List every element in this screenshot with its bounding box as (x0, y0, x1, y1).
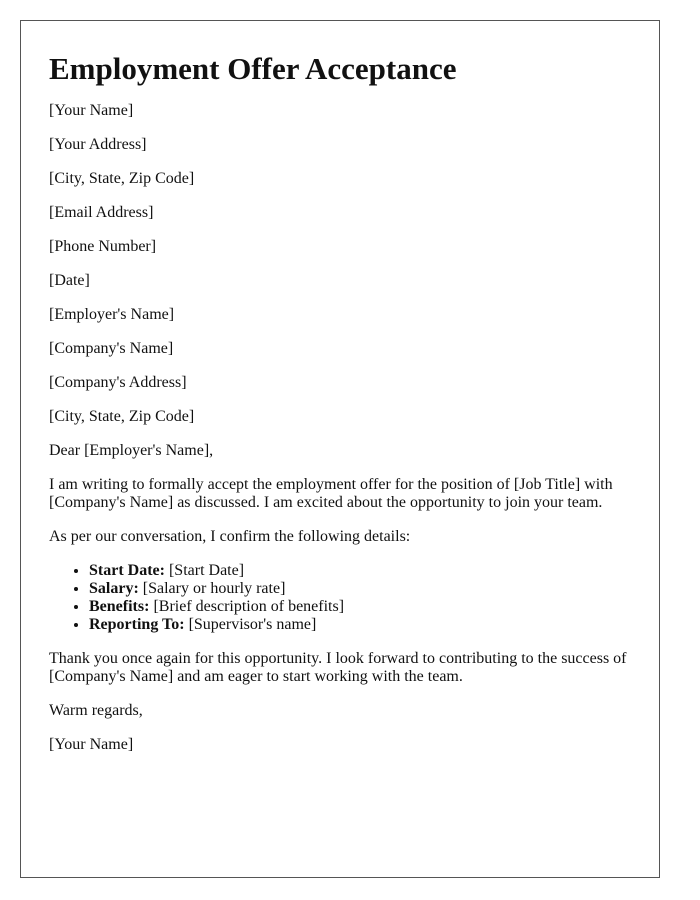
recipient-company-name: [Company's Name] (49, 340, 174, 357)
letter-date: [Date] (49, 272, 90, 289)
details-list (49, 562, 631, 634)
closing: Warm regards, (49, 702, 143, 719)
signature: [Your Name] (49, 736, 134, 753)
sender-phone: [Phone Number] (49, 238, 157, 255)
detail-item-salary (89, 580, 631, 598)
body-paragraph-acceptance: I am writing to formally accept the employment offer for the position of [Job Title] with [Company's Name] as discussed. I am excited about the opportunity to join your team. (49, 476, 613, 511)
recipient-company-address: [Company's Address] (49, 374, 187, 391)
sender-city-state-zip: [City, State, Zip Code] (49, 170, 195, 187)
sender-address: [Your Address] (49, 136, 147, 153)
detail-term: Start Date: (89, 562, 165, 579)
detail-term: Reporting To: (89, 616, 185, 633)
detail-term: Salary: (89, 580, 139, 597)
salutation: Dear [Employer's Name], (49, 442, 214, 459)
detail-item-start-date (89, 562, 631, 580)
detail-term: Benefits: (89, 598, 150, 615)
detail-value: [Salary or hourly rate] (138, 580, 286, 597)
recipient-employer-name: [Employer's Name] (49, 306, 175, 323)
recipient-city-state-zip: [City, State, Zip Code] (49, 408, 195, 425)
body-paragraph-confirm: As per our conversation, I confirm the following details: (49, 528, 411, 545)
detail-item-reporting-to (89, 616, 631, 634)
sender-email: [Email Address] (49, 204, 154, 221)
detail-value: [Supervisor's name] (184, 616, 317, 633)
detail-value: [Start Date] (164, 562, 245, 579)
letter-title: Employment Offer Acceptance (49, 51, 457, 86)
detail-item-benefits (89, 598, 631, 616)
letter-page (20, 20, 660, 878)
detail-value: [Brief description of benefits] (149, 598, 345, 615)
body-paragraph-thanks: Thank you once again for this opportunity. I look forward to contributing to the success of [Company's Name] and am eager to start working with the team. (49, 650, 627, 685)
sender-name: [Your Name] (49, 102, 134, 119)
